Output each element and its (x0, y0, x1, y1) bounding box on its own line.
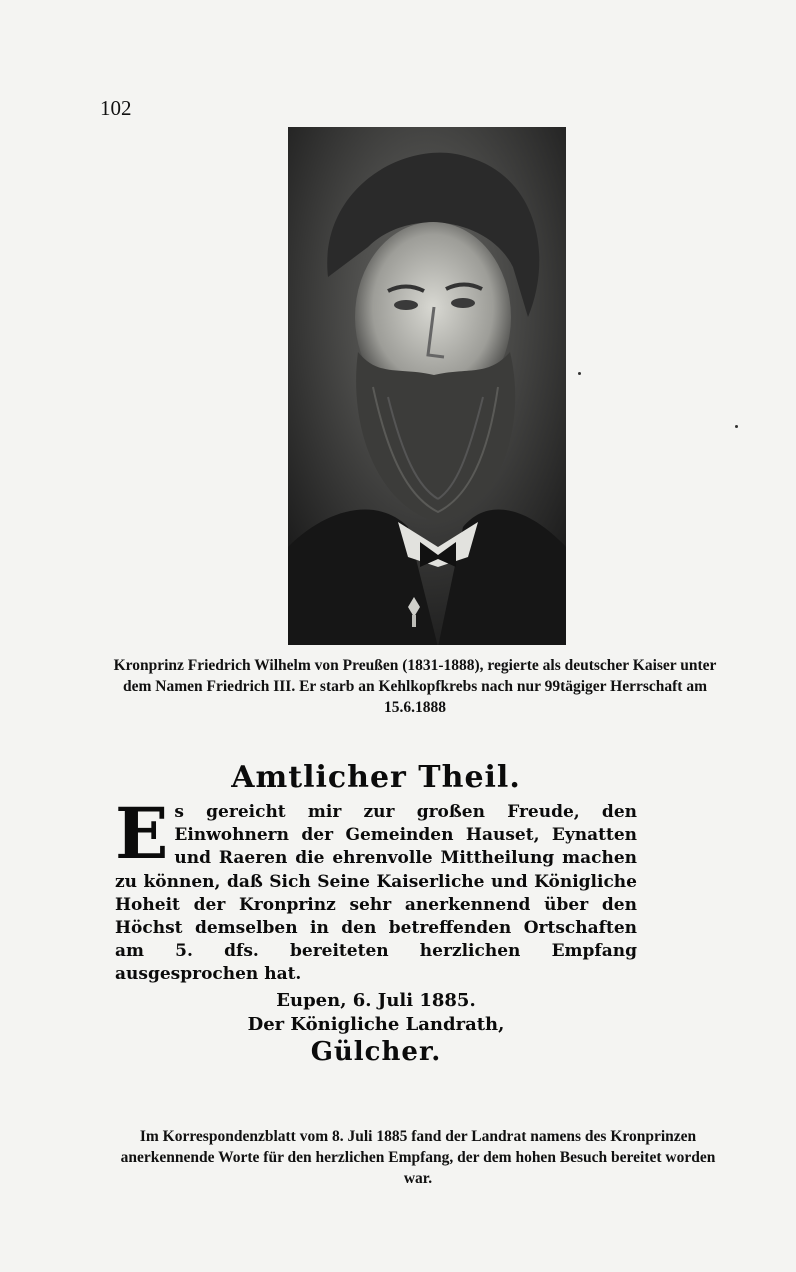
drop-cap: E (115, 792, 169, 875)
clipping-place-date: Eupen, 6. Juli 1885. (276, 989, 476, 1011)
clipping-caption: Im Korrespondenzblatt vom 8. Juli 1885 fand der Landrat namens des Kronprinzen anerkennende Worte für den herzlichen Empfang, der dem hohen Besuch bereitet worden war. (120, 1128, 716, 1187)
photo-caption: Kronprinz Friedrich Wilhelm von Preußen (1831-1888), regierte als deutscher Kaiser unter dem Namen Friedrich III. Er starb an Kehlkopfkrebs nach nur 99tägiger Herrschaft am 15.6.1888 (113, 657, 717, 716)
portrait-illustration (288, 127, 566, 645)
newspaper-clipping (115, 760, 637, 1067)
clipping-office: Der Königliche Landrath, (247, 1013, 505, 1035)
page-number: 102 (100, 96, 132, 120)
clipping-text: s gereicht mir zur großen Freude, den Einwohnern der Gemeinden Hauset, Eynatten und Raeren die ehrenvolle Mittheilung machen zu können, daß Sich Seine Kaiserliche und Königliche Hoheit der Kronprinz sehr anerkennend über den Höchst demselben in den betreffenden Ortschaften am 5. dfs. bereiteten herzlichen Empfang ausgesprochen hat. (115, 802, 637, 985)
scan-speck (578, 372, 581, 375)
clipping-body (115, 792, 637, 987)
clipping-signature: Gülcher. (310, 1036, 442, 1067)
portrait-photo (288, 127, 566, 645)
clipping-title: Amtlicher Theil. (231, 760, 521, 795)
scan-speck (735, 425, 738, 428)
